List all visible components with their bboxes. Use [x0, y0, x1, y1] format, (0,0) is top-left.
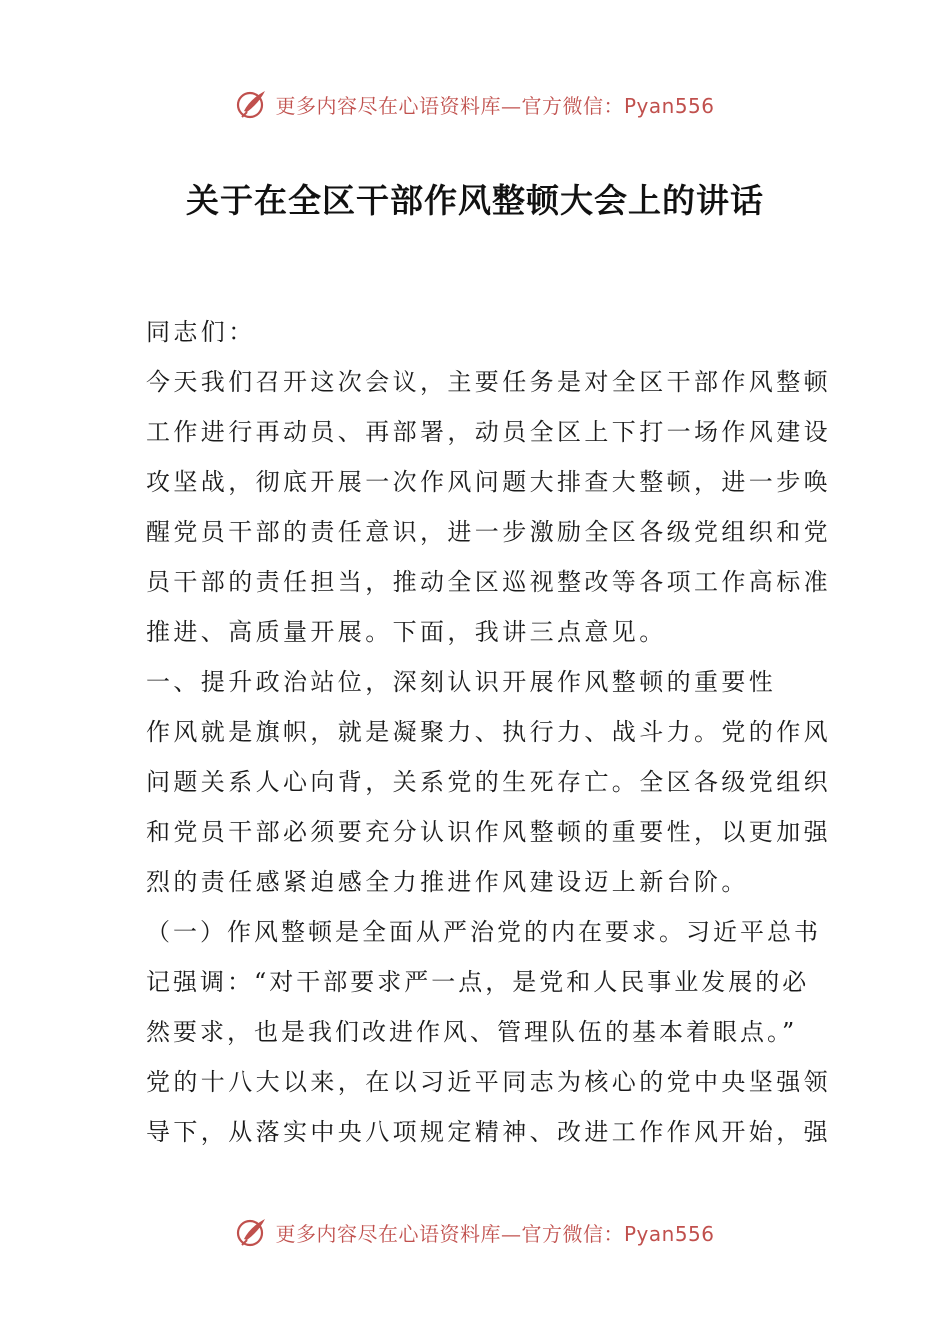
text-line: 工作进行再动员、再部署，动员全区上下打一场作风建设: [146, 418, 831, 446]
text-line: 醒党员干部的责任意识，进一步激励全区各级党组织和党: [146, 518, 831, 546]
text-line: 同志们：: [146, 318, 256, 346]
watermark-text: 更多内容尽在心语资料库—官方微信：: [275, 1221, 624, 1246]
subsection-heading: （一）作风整顿是全面从严治党的内在要求。习近平总书: [146, 918, 821, 946]
wechat-id: Pyan556: [623, 93, 715, 118]
watermark-banner-top: [0, 84, 950, 124]
text-line: 攻坚战，彻底开展一次作风问题大排查大整顿，进一步唤: [146, 468, 831, 496]
text-line: 烈的责任感紧迫感全力推进作风建设迈上新台阶。: [146, 868, 749, 896]
section-heading: 一、提升政治站位，深刻认识开展作风整顿的重要性: [146, 668, 777, 696]
wechat-id: Pyan556: [623, 1221, 715, 1246]
quill-pen-logo-icon: [235, 1215, 269, 1249]
text-line: 问题关系人心向背，关系党的生死存亡。全区各级党组织: [146, 768, 831, 796]
text-line: 和党员干部必须要充分认识作风整顿的重要性，以更加强: [146, 818, 831, 846]
document-body: [146, 307, 831, 1157]
document-title: 关于在全区干部作风整顿大会上的讲话: [186, 181, 764, 220]
watermark-banner-bottom: [0, 1212, 950, 1252]
text-line: 然要求，也是我们改进作风、管理队伍的基本着眼点。”: [146, 1018, 798, 1046]
quill-pen-logo-icon: [235, 87, 269, 121]
text-line: 今天我们召开这次会议，主要任务是对全区干部作风整顿: [146, 368, 831, 396]
text-line: 推进、高质量开展。下面，我讲三点意见。: [146, 618, 667, 646]
text-line: 记强调：“对干部要求严一点，是党和人民事业发展的必: [146, 968, 810, 996]
text-line: 党的十八大以来，在以习近平同志为核心的党中央坚强领: [146, 1068, 831, 1096]
text-line: 导下，从落实中央八项规定精神、改进工作作风开始，强: [146, 1118, 831, 1146]
text-line: 作风就是旗帜，就是凝聚力、执行力、战斗力。党的作风: [146, 718, 831, 746]
text-line: 员干部的责任担当，推动全区巡视整改等各项工作高标准: [146, 568, 831, 596]
watermark-text: 更多内容尽在心语资料库—官方微信：: [275, 93, 624, 118]
